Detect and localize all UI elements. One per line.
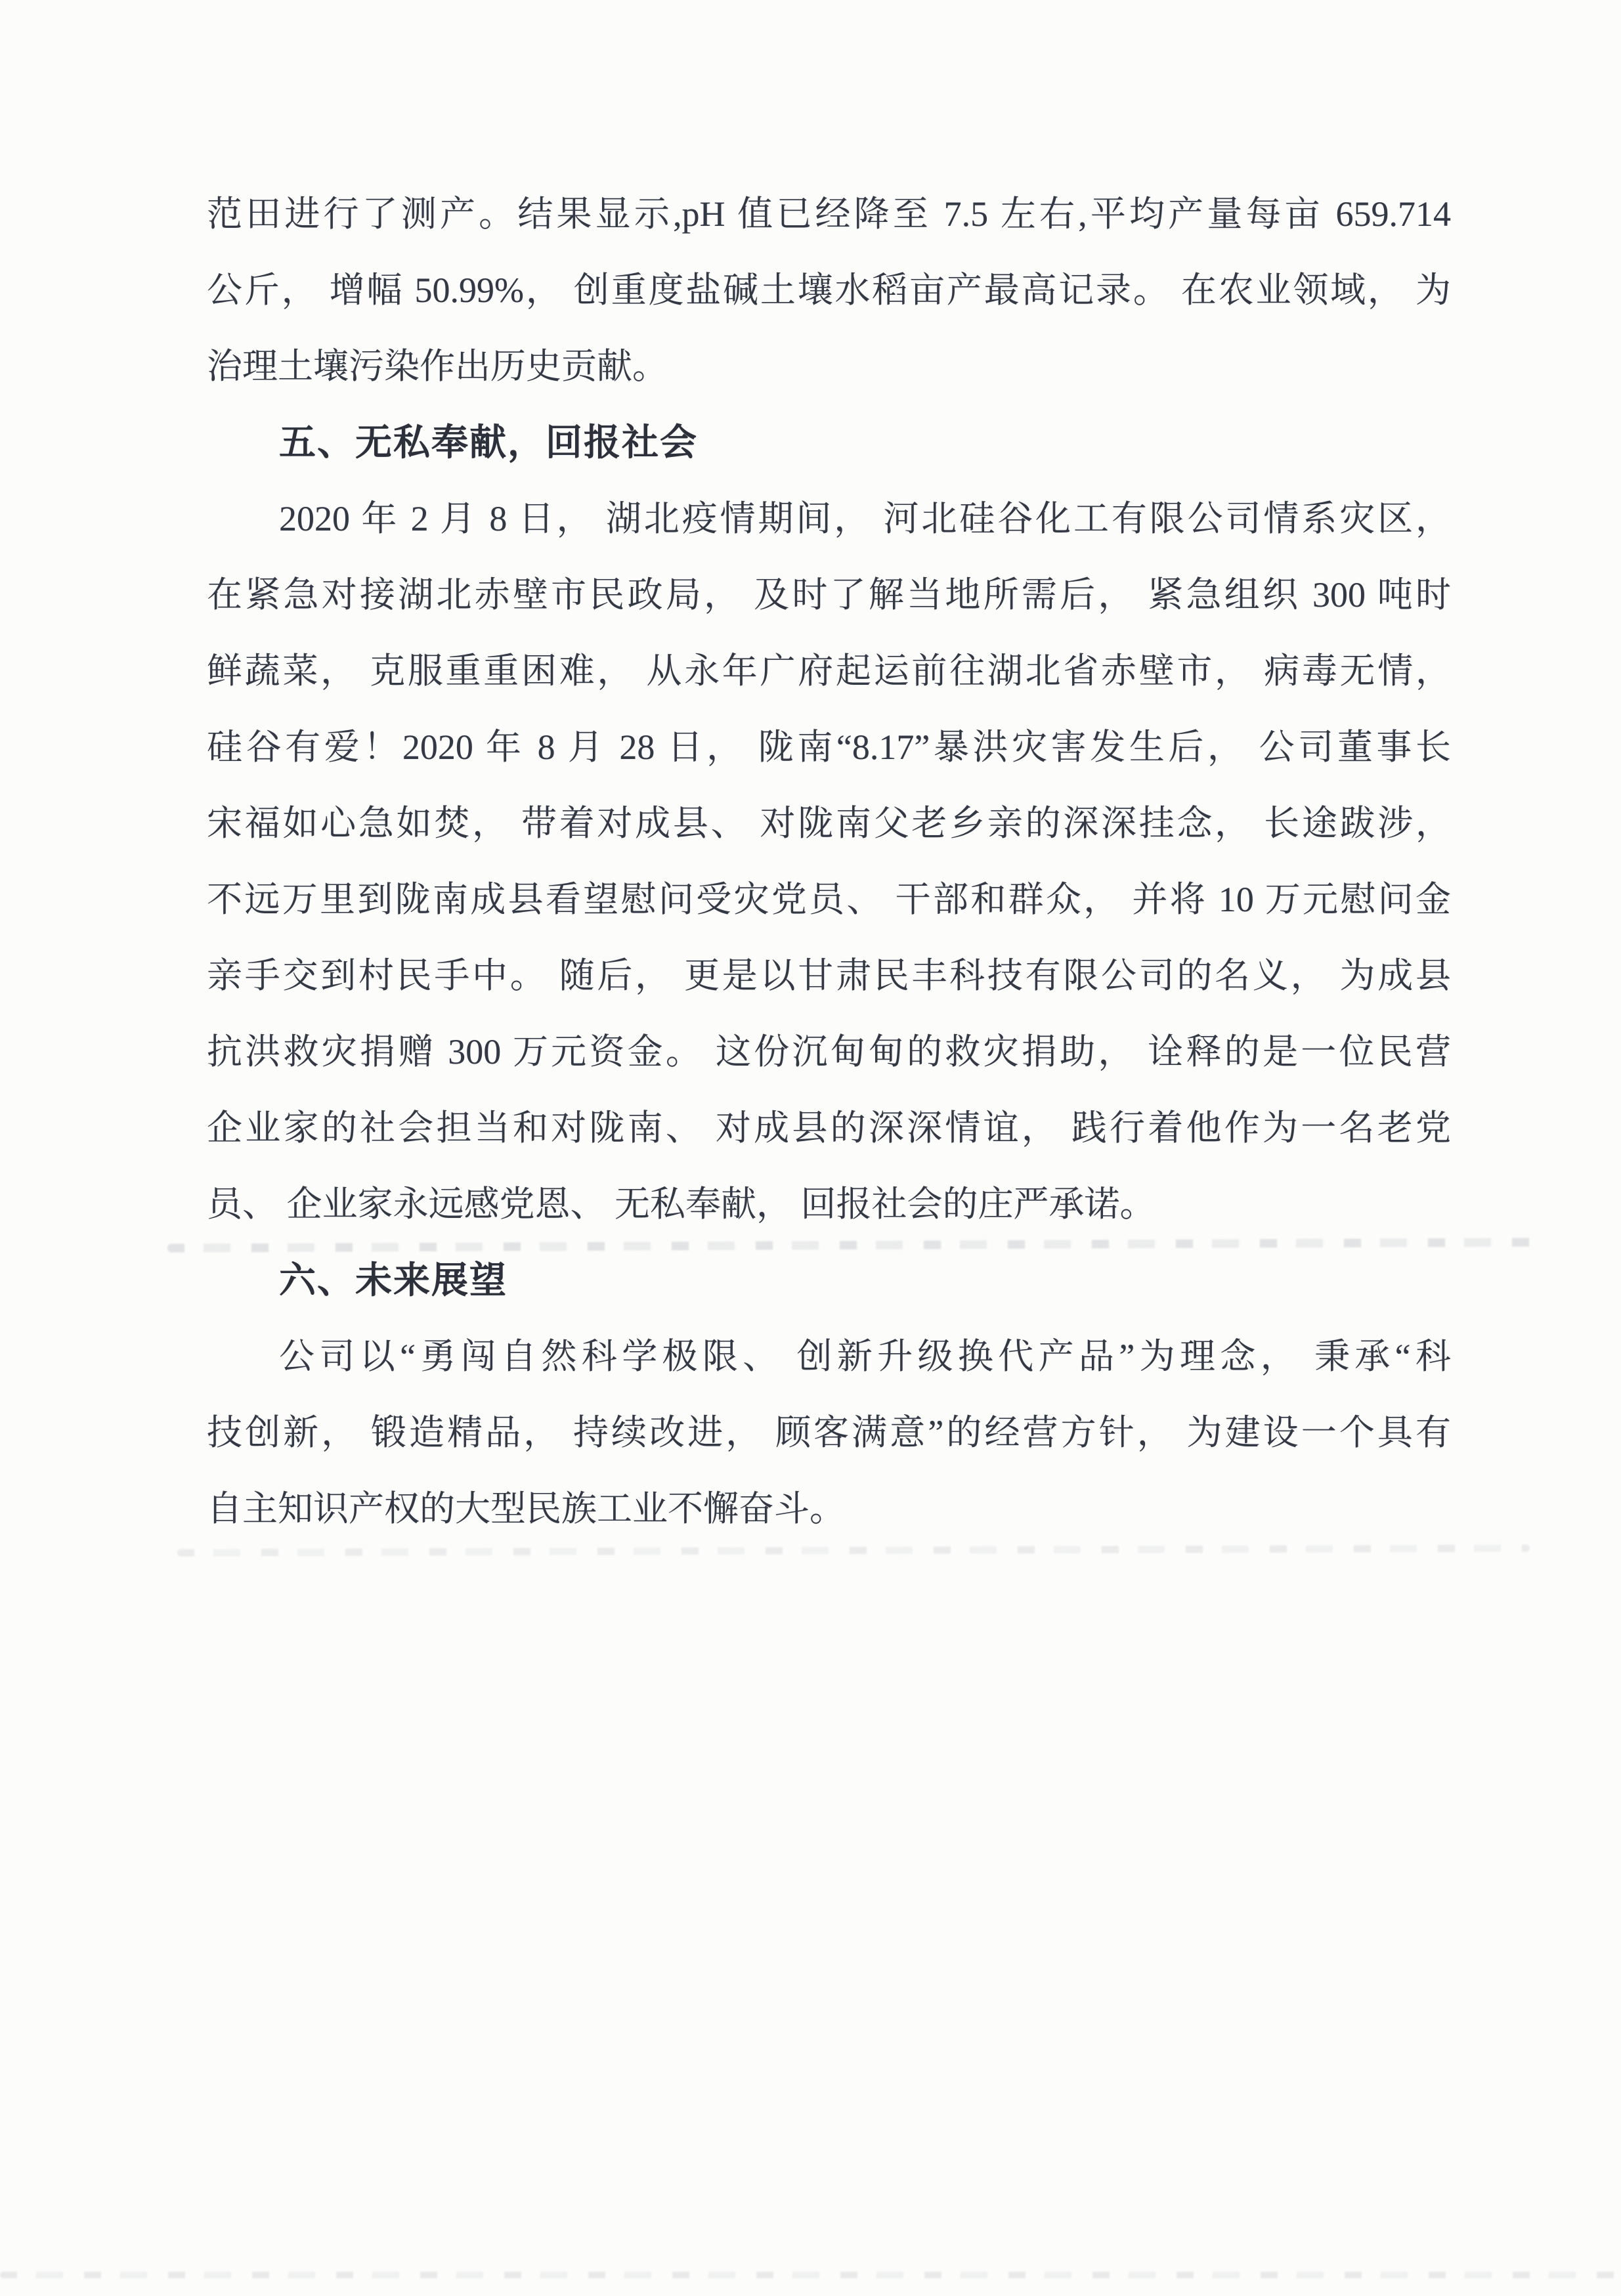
doc-line-17: 技创新， 锻造精品， 持续改进， 顾客满意”的经营方针， 为建设一个具有	[207, 1413, 1451, 1452]
doc-line-06: 在紧急对接湖北赤壁市民政局， 及时了解当地所需后， 紧急组织 300 吨时	[207, 575, 1451, 615]
doc-line-18: 自主知识产权的大型民族工业不懈奋斗。	[207, 1489, 845, 1528]
doc-line-11: 亲手交到村民手中。 随后， 更是以甘肃民丰科技有限公司的名义， 为成县	[207, 956, 1451, 995]
doc-line-02: 公斤， 增幅 50.99%， 创重度盐碱土壤水稻亩产最高记录。 在农业领域， 为	[207, 271, 1451, 310]
doc-line-09: 宋福如心急如焚， 带着对成县、 对陇南父老乡亲的深深挂念， 长途跋涉，	[207, 804, 1451, 843]
doc-line-07: 鲜蔬菜， 克服重重困难， 从永年广府起运前往湖北省赤壁市， 病毒无情，	[207, 651, 1451, 691]
doc-line-16: 公司以“勇闯自然科学极限、 创新升级换代产品”为理念， 秉承“科	[279, 1337, 1451, 1376]
document-text-block	[207, 176, 1451, 1547]
doc-line-10: 不远万里到陇南成县看望慰问受灾党员、 干部和群众， 并将 10 万元慰问金	[207, 880, 1451, 919]
doc-line-14: 员、 企业家永远感党恩、 无私奉献， 回报社会的庄严承诺。	[207, 1184, 1156, 1224]
section-heading-5: 五、无私奉献，回报社会	[279, 422, 698, 463]
doc-line-08: 硅谷有爱！2020 年 8 月 28 日， 陇南“8.17”暴洪灾害发生后， 公司董事长	[207, 727, 1451, 767]
doc-line-01: 范田进行了测产。结果显示,pH 值已经降至 7.5 左右,平均产量每亩 659.714	[207, 194, 1451, 234]
scan-artifact-streak-bottom	[0, 2272, 1621, 2278]
section-heading-6: 六、未来展望	[279, 1259, 508, 1301]
doc-line-05: 2020 年 2 月 8 日， 湖北疫情期间， 河北硅谷化工有限公司情系灾区，	[279, 499, 1451, 538]
doc-line-12: 抗洪救灾捐赠 300 万元资金。 这份沉甸甸的救灾捐助， 诠释的是一位民营	[207, 1032, 1451, 1072]
doc-line-03: 治理土壤污染作出历史贡献。	[207, 347, 668, 386]
doc-line-13: 企业家的社会担当和对陇南、 对成县的深深情谊， 践行着他作为一名老党	[207, 1108, 1451, 1148]
